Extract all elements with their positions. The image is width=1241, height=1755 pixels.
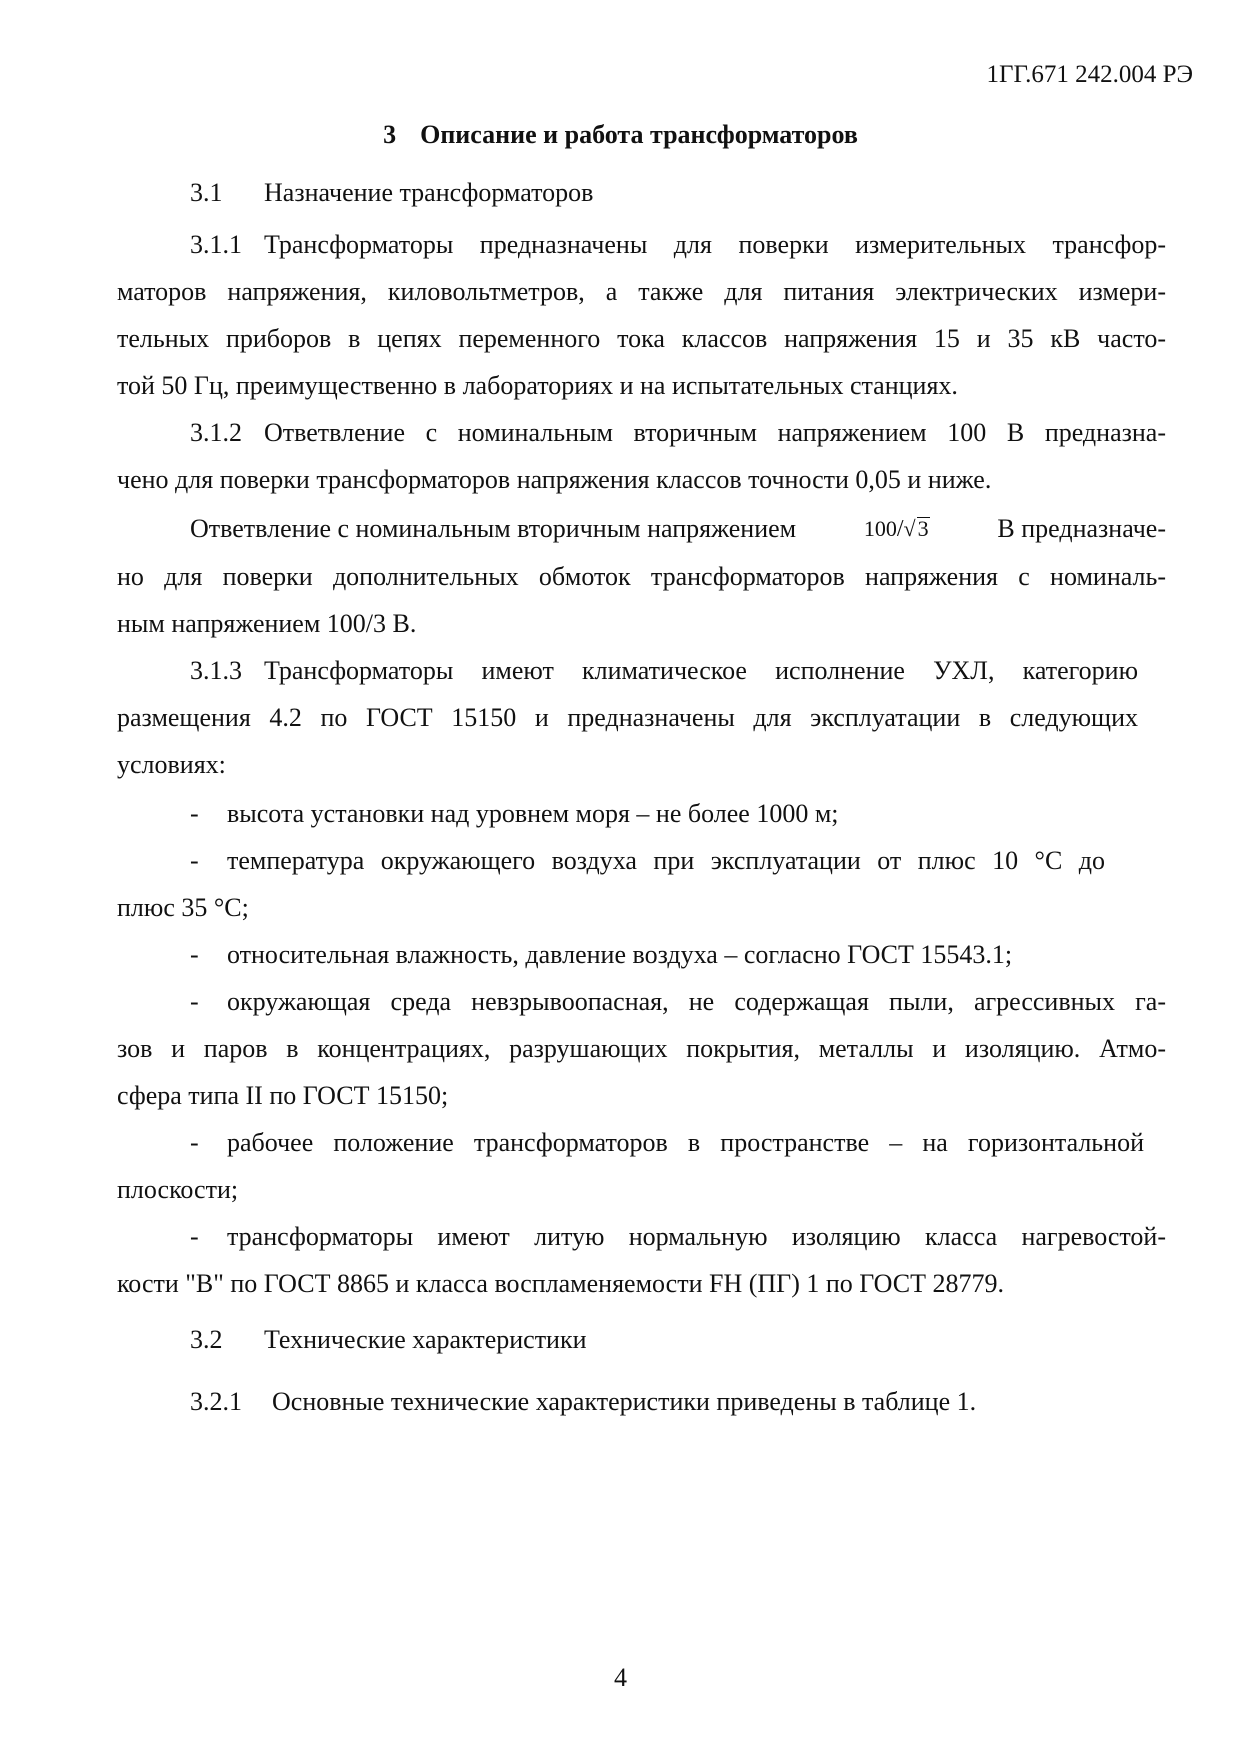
list-item-line: плюс 35 °С; — [117, 893, 249, 922]
paragraph-3-1-1-line-3: тельных приборов в цепях переменного тока классов напряжения 15 и 35 кВ часто- — [117, 324, 1166, 353]
list-item-line: высота установки над уровнем моря – не более 1000 м; — [227, 799, 839, 828]
list-item-line: зов и паров в концентрациях, разрушающих покрытия, металлы и изоляцию. Атмо- — [117, 1034, 1166, 1063]
subsection-title: Технические характеристики — [264, 1325, 587, 1354]
paragraph-3-1-2-line-1 — [190, 418, 1166, 448]
paragraph-3-1-2b-line-1 — [190, 514, 1166, 544]
subsection-number: 3.1 — [190, 178, 223, 207]
list-item-line: кости "В" по ГОСТ 8865 и класса воспламеняемости FH (ПГ) 1 по ГОСТ 28779. — [117, 1269, 1004, 1298]
paragraph-3-1-3-line-1 — [190, 656, 1138, 686]
paragraph-3-2-1 — [190, 1387, 976, 1417]
paragraph-number: 3.2.1 — [190, 1387, 242, 1416]
list-item-line: окружающая среда невзрывоопасная, не содержащая пыли, агрессивных га- — [227, 987, 1166, 1016]
paragraph-3-1-1-line-1 — [190, 230, 1166, 260]
section-heading — [0, 120, 1241, 150]
paragraph-number: 3.1.2 — [190, 418, 242, 447]
page-number: 4 — [614, 1663, 627, 1692]
paragraph-3-1-1-line-4: той 50 Гц, преимущественно в лабораториях и на испытательных станциях. — [117, 371, 958, 400]
paragraph-3-1-2b-line-3: ным напряжением 100/3 В. — [117, 609, 417, 638]
bullet-dash: - — [190, 940, 199, 969]
subsection-3-1-heading — [190, 178, 593, 208]
text-line: Ответвление с номинальным вторичным напряжением 100 В предназна- — [264, 418, 1166, 447]
text-segment: В предназначе- — [997, 514, 1166, 543]
section-title: Описание и работа трансформаторов — [420, 120, 858, 149]
paragraph-3-1-2-line-2: чено для поверки трансформаторов напряжения классов точности 0,05 и ниже. — [117, 465, 992, 494]
subsection-title: Назначение трансформаторов — [264, 178, 594, 207]
text-line: Основные технические характеристики приведены в таблице 1. — [272, 1387, 977, 1416]
list-item-line: сфера типа II по ГОСТ 15150; — [117, 1081, 449, 1110]
paragraph-3-1-3-line-3: условиях: — [117, 750, 226, 779]
list-item-line: рабочее положение трансформаторов в пространстве – на горизонтальной — [227, 1128, 1144, 1157]
bullet-dash: - — [190, 987, 199, 1016]
text-line: Трансформаторы предназначены для поверки измерительных трансфор- — [264, 230, 1166, 259]
paragraph-3-1-2b-line-2: но для поверки дополнительных обмоток трансформаторов напряжения с номиналь- — [117, 562, 1166, 591]
list-item-line: трансформаторы имеют литую нормальную изоляцию класса нагревостой- — [227, 1222, 1166, 1251]
formula-radicand: 3 — [917, 516, 929, 541]
list-item-line: плоскости; — [117, 1175, 239, 1204]
section-number: 3 — [383, 120, 397, 149]
subsection-3-2-heading — [190, 1325, 587, 1355]
bullet-dash: - — [190, 1128, 199, 1157]
text-segment: Ответвление с номинальным вторичным напряжением — [190, 514, 797, 543]
paragraph-3-1-3-line-2: размещения 4.2 по ГОСТ 15150 и предназначены для эксплуатации в следующих — [117, 703, 1138, 732]
paragraph-3-1-1-line-2: маторов напряжения, киловольтметров, а также для питания электрических измери- — [117, 277, 1166, 306]
text-line: Трансформаторы имеют климатическое исполнение УХЛ, категорию — [264, 656, 1138, 685]
paragraph-number: 3.1.3 — [190, 656, 242, 685]
formula-numerator: 100 — [863, 516, 897, 541]
formula-100-over-sqrt3: 100/√3 — [863, 516, 929, 542]
list-item-line: температура окружающего воздуха при эксплуатации от плюс 10 °С до — [227, 846, 1105, 875]
paragraph-number: 3.1.1 — [190, 230, 242, 259]
list-item-line: относительная влажность, давление воздуха – согласно ГОСТ 15543.1; — [227, 940, 1013, 969]
bullet-dash: - — [190, 846, 199, 875]
bullet-dash: - — [190, 1222, 199, 1251]
bullet-dash: - — [190, 799, 199, 828]
document-code: 1ГГ.671 242.004 РЭ — [986, 61, 1193, 88]
subsection-number: 3.2 — [190, 1325, 223, 1354]
